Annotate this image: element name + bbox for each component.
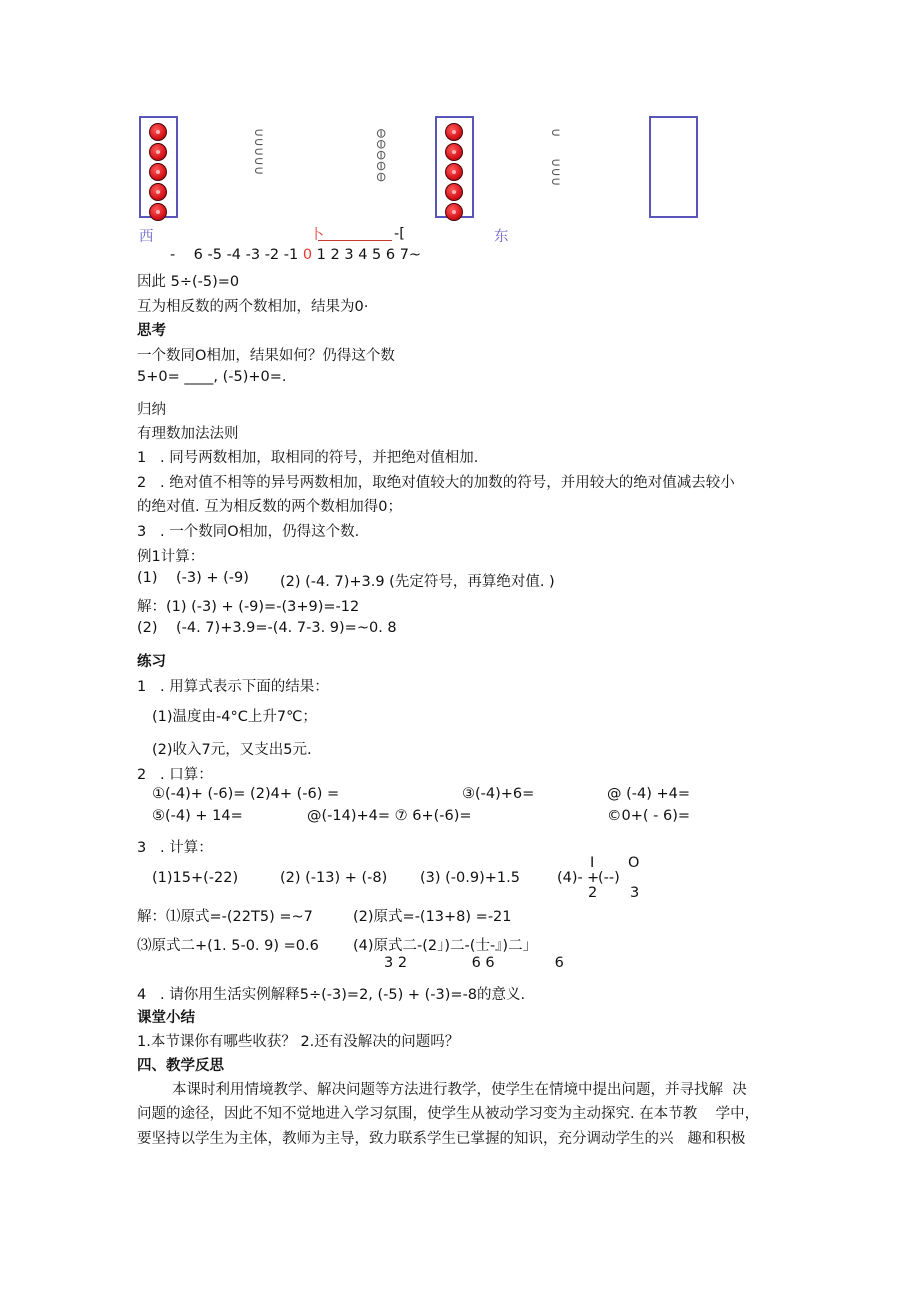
arrow-mark: 卜 [310, 227, 324, 243]
heading-class-summary: 课堂小结 [137, 1010, 195, 1026]
rule-2b: 的绝对值. 互为相反数的两个数相加得0； [137, 499, 402, 515]
practice-3-q4-top1: I [590, 855, 595, 871]
heading-practice: 练习 [137, 654, 166, 670]
practice-2-row1-b: ③(-4)+6= [462, 786, 535, 802]
practice-3-q4-plus: + [587, 870, 600, 886]
practice-3-q4-top2: O [628, 855, 640, 871]
reflection-line-2: 问题的途径，因此不知不觉地进入学习氛围，使学生从被动学习变为主动探究. 在本节教 学中， [137, 1106, 760, 1122]
practice-2-row2-b: @(-14)+4= ⑦ 6+(-6)= [307, 808, 472, 824]
practice-3-q3: (3) (-0.9)+1.5 [420, 870, 520, 886]
example-1-q1: (1) (-3) + (-9) [137, 570, 249, 586]
practice-3-answer-4: (4)原式二-(2」)二-(士-』)二」 [353, 938, 538, 954]
practice-3-answer-1: 解：⑴原式=-(22T5) =~7 [137, 909, 313, 925]
practice-2-row2-a: ⑤(-4) + 14= [152, 808, 243, 824]
rule-3: 3 . 一个数同O相加，仍得这个数. [137, 524, 360, 540]
rule-1: 1 . 同号两数相加，取相同的符号，并把绝对值相加. [137, 450, 479, 466]
practice-3-q2: (2) (-13) + (-8) [280, 870, 388, 886]
practice-2-row1-c: @ (-4) +4= [607, 786, 691, 802]
label-west: 西 [139, 229, 154, 245]
practice-3-answer-3: ⑶原式二+(1. 5-0. 9) =0.6 [137, 938, 319, 954]
practice-2-row2-c: ©0+( - 6)= [607, 808, 691, 824]
spring-coil-left: ∪∪∪∪∪ [251, 128, 266, 176]
line-therefore: 因此 5÷(-5)=0 [137, 274, 240, 290]
example-1-a2: (2) (-4. 7)+3.9=-(4. 7-3. 9)=~0. 8 [137, 620, 397, 636]
heading-teaching-reflection: 四、教学反思 [137, 1058, 224, 1074]
bracket-mark: -[ [394, 226, 405, 242]
heading-rules: 有理数加法法则 [137, 426, 239, 442]
red-bead-icon [149, 203, 167, 221]
number-line-positives: 1 2 3 4 5 6 7~ [312, 247, 422, 263]
practice-3-answer-4-denominators: 3 2 6 6 6 [384, 955, 564, 971]
heading-think: 思考 [137, 323, 166, 339]
example-1-a1: 解：(1) (-3) + (-9)=-(3+9)=-12 [137, 599, 360, 615]
example-1-heading: 例1计算： [137, 549, 205, 565]
practice-3-q4-paren: (--) [598, 870, 620, 886]
practice-3: 3 . 计算： [137, 840, 213, 856]
heading-summarize: 归纳 [137, 402, 166, 418]
number-line-negatives: - 6 -5 -4 -3 -2 -1 [170, 247, 303, 263]
number-line-zero: 0 [302, 247, 313, 263]
reflection-line-3: 要坚持以学生为主体，教师为主导，致力联系学生已掌握的知识，充分调动学生的兴 趣和积极 [137, 1131, 746, 1147]
number-line-labels [170, 247, 421, 263]
practice-1a: (1)温度由-4°C上升7℃； [152, 709, 317, 725]
red-bead-icon [445, 123, 463, 141]
label-east: 东 [494, 229, 509, 245]
example-1-q2: (2) (-4. 7)+3.9 (先定符号，再算绝对值. ) [280, 574, 555, 590]
rule-2a: 2 . 绝对值不相等的异号两数相加，取绝对值较大的加数的符号，并用较大的绝对值减去较小 [137, 475, 735, 491]
practice-3-q1: (1)15+(-22) [152, 870, 239, 886]
practice-4: 4 . 请你用生活实例解释5÷(-3)=2, (-5) + (-3)=-8的意义. [137, 987, 526, 1003]
summary-questions: 1.本节课你有哪些收获？ 2.还有没解决的问题吗？ [137, 1034, 460, 1050]
red-bead-icon [445, 163, 463, 181]
empty-box-right [649, 116, 698, 218]
practice-3-q4-bottom2: 3 [630, 885, 640, 901]
practice-1: 1 . 用算式表示下面的结果： [137, 679, 329, 695]
spring-coil-right-top: ∪ [548, 128, 563, 138]
practice-3-answer-2: (2)原式=-(13+8) =-21 [353, 909, 512, 925]
red-bead-icon [445, 183, 463, 201]
practice-3-q4-bottom1: 2 [588, 885, 598, 901]
red-bead-icon [149, 163, 167, 181]
practice-3-q4-prefix: (4)- [557, 870, 583, 886]
abacus-box-left [139, 116, 178, 218]
red-bead-icon [445, 203, 463, 221]
spring-coil-mid: ⊖⊖⊖⊖⊖ [373, 128, 388, 183]
red-bead-icon [149, 143, 167, 161]
spring-coil-right-bottom: ∪∪∪ [548, 158, 563, 187]
red-bead-icon [149, 183, 167, 201]
practice-2: 2 . 口算： [137, 767, 213, 783]
abacus-box-mid [435, 116, 474, 218]
practice-1b: (2)收入7元，又支出5元. [152, 742, 312, 758]
line-opposites: 互为相反数的两个数相加，结果为0· [137, 299, 369, 315]
line-think-eq: 5+0= ____, (-5)+0=. [137, 369, 287, 385]
arrow-line [318, 240, 392, 241]
practice-2-row1-a: ①(-4)+ (-6)= (2)4+ (-6) = [152, 786, 340, 802]
red-bead-icon [445, 143, 463, 161]
line-think-q: 一个数同O相加，结果如何？仍得这个数 [137, 348, 395, 364]
red-bead-icon [149, 123, 167, 141]
reflection-line-1: 本课时利用情境教学、解决问题等方法进行教学，使学生在情境中提出问题，并寻找解 决 [172, 1082, 747, 1098]
